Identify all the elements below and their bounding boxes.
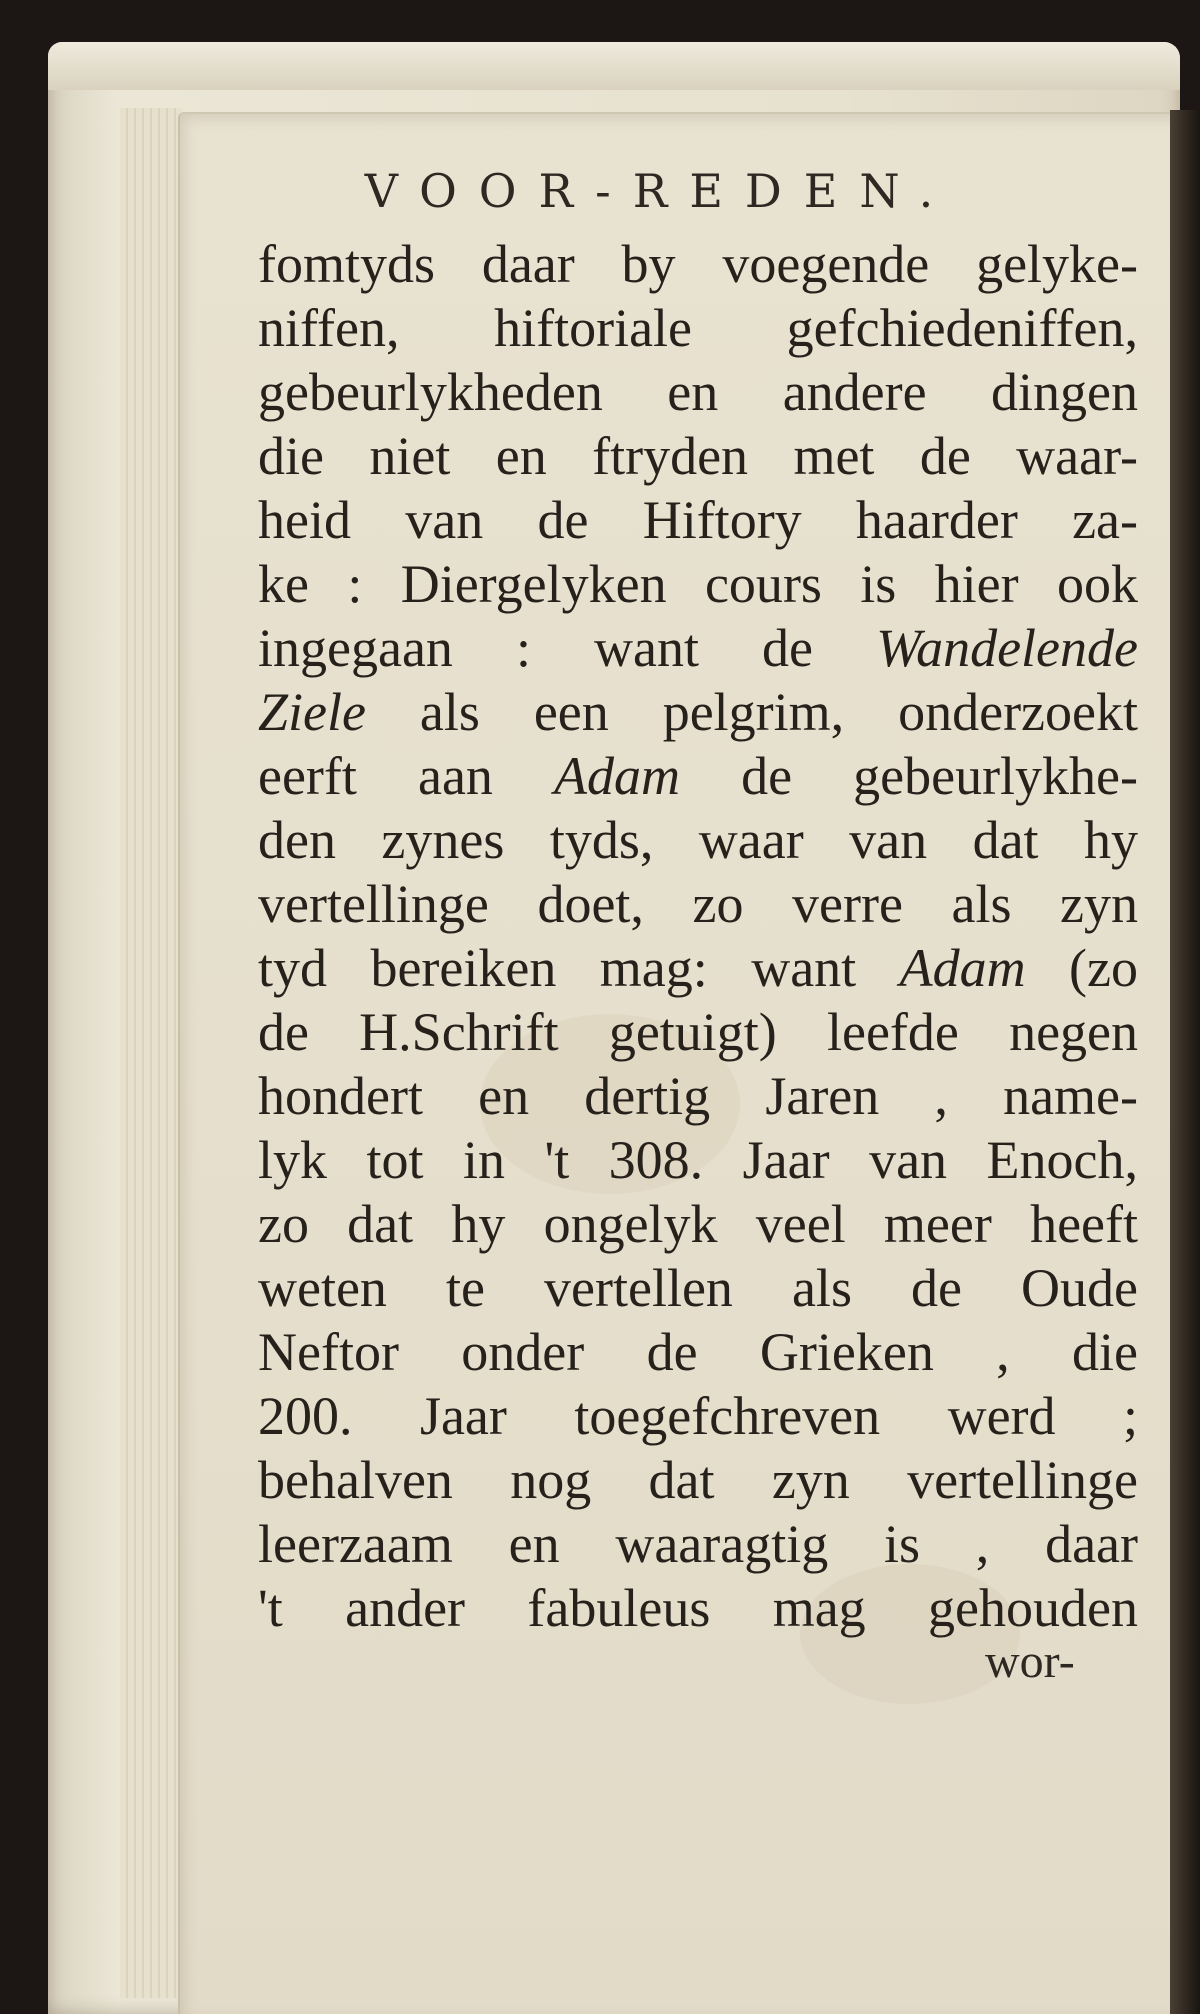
text-line bbox=[258, 872, 1138, 936]
text-line bbox=[258, 1320, 1138, 1384]
text-line bbox=[258, 1064, 1138, 1128]
text-segment: die niet en ftryden met de waar- bbox=[258, 426, 1138, 486]
text-segment: hondert en dertig Jaren , name- bbox=[258, 1066, 1138, 1126]
text-line bbox=[258, 488, 1138, 552]
text-line bbox=[258, 1256, 1138, 1320]
text-segment: Neftor onder de Grieken , die bbox=[258, 1322, 1138, 1382]
text-segment: weten te vertellen als de Oude bbox=[258, 1258, 1138, 1318]
binding-fold bbox=[48, 42, 1180, 90]
italic-name: Adam bbox=[899, 938, 1026, 998]
text-line bbox=[258, 1128, 1138, 1192]
text-segment: (zo bbox=[1025, 938, 1138, 998]
text-line bbox=[258, 808, 1138, 872]
text-line bbox=[258, 1192, 1138, 1256]
text-segment: eerft aan bbox=[258, 746, 555, 806]
text-segment: zo dat hy ongelyk veel meer heeft bbox=[258, 1194, 1138, 1254]
text-segment: leerzaam en waaragtig is , daar bbox=[258, 1514, 1138, 1574]
text-segment: 200. Jaar toegefchreven werd ; bbox=[258, 1386, 1138, 1446]
text-line bbox=[258, 232, 1138, 296]
text-line bbox=[258, 616, 1138, 680]
text-line bbox=[258, 296, 1138, 360]
text-segment: 't ander fabuleus mag gehouden bbox=[258, 1578, 1138, 1638]
text-line bbox=[258, 360, 1138, 424]
text-line bbox=[258, 552, 1138, 616]
running-head: VOOR-REDEN. bbox=[364, 164, 956, 218]
text-segment: lyk tot in 't 308. Jaar van Enoch, bbox=[258, 1130, 1138, 1190]
text-segment: behalven nog dat zyn vertellinge bbox=[258, 1450, 1138, 1510]
text-line bbox=[258, 1384, 1138, 1448]
page-edges bbox=[120, 108, 182, 1998]
shadow-edge bbox=[1170, 110, 1200, 2014]
italic-name: Adam bbox=[554, 746, 680, 806]
text-line bbox=[258, 1000, 1138, 1064]
text-segment: vertellinge doet, zo verre als zyn bbox=[258, 874, 1138, 934]
text-segment: tyd bereiken mag: want bbox=[258, 938, 900, 998]
text-segment: niffen, hiftoriale gefchiedeniffen, bbox=[258, 298, 1138, 358]
text-segment: gebeurlykheden en andere dingen bbox=[258, 362, 1138, 422]
text-line bbox=[258, 744, 1138, 808]
text-line bbox=[258, 1512, 1138, 1576]
text-segment: fomtyds daar by voegende gelyke- bbox=[258, 234, 1138, 294]
italic-name: Ziele bbox=[258, 682, 366, 742]
text-line bbox=[258, 936, 1138, 1000]
text-segment: als een pelgrim, onderzoekt bbox=[365, 682, 1138, 742]
text-line bbox=[258, 1448, 1138, 1512]
text-segment: de gebeurlykhe- bbox=[680, 746, 1139, 806]
text-segment: ingegaan : want de bbox=[258, 618, 877, 678]
text-segment: ke : Diergelyken cours is hier ook bbox=[258, 554, 1138, 614]
text-line bbox=[258, 680, 1138, 744]
text-line bbox=[258, 424, 1138, 488]
text-segment: heid van de Hiftory haarder za- bbox=[258, 490, 1138, 550]
text-segment: den zynes tyds, waar van dat hy bbox=[258, 810, 1138, 870]
text-segment: de H.Schrift getuigt) leefde negen bbox=[258, 1002, 1138, 1062]
body-text bbox=[258, 232, 1138, 1640]
text-line bbox=[258, 1576, 1138, 1640]
catchword: wor- bbox=[985, 1635, 1075, 1688]
italic-name: Wandelende bbox=[876, 618, 1138, 678]
